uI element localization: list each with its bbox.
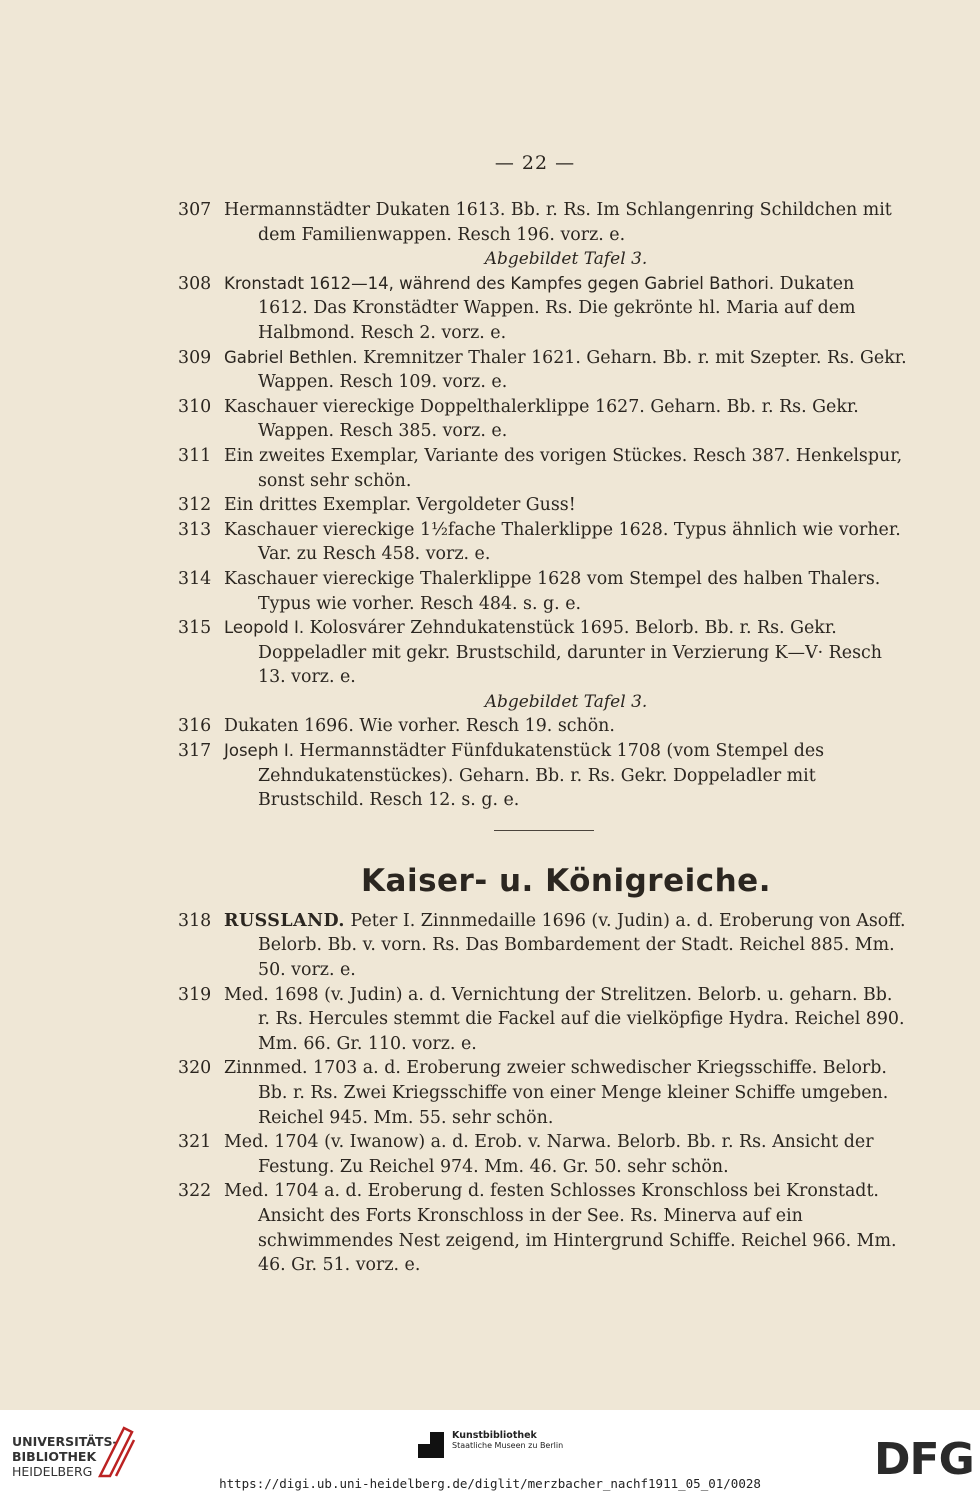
entry-text [224,346,908,395]
entry-description: Kolosvárer Zehndukatenstück 1695. Belorb. Bb. r. Rs. Gekr. Doppeladler mit gekr. Brustschild, darunter in Verzierung K—V· Resch 13. vorz. e. [258,618,882,688]
entry-description: Kaschauer viereckige Thalerklippe 1628 vom Stempel des halben Thalers. Typus wie vorher. Resch 484. s. g. e. [224,568,881,614]
entry-description: Dukaten 1612. Das Kronstädter Wappen. Rs. Die gekrönte hl. Maria auf dem Halbmond. Resch 2. vorz. e. [258,273,856,343]
catalog-entry [178,444,908,493]
plate-caption: Abgebildet Tafel 3. [484,691,648,712]
permalink-url[interactable]: https://digi.ub.uni-heidelberg.de/diglit/merzbacher_nachf1911_05_01/0028 [219,1476,761,1491]
catalog-entry [178,493,908,518]
entry-number: 308 [178,273,212,294]
entry-text [224,493,908,518]
entry-number: 319 [178,984,212,1005]
entry-text [224,395,908,444]
catalog-entry [178,198,908,247]
entry-description: Kremnitzer Thaler 1621. Geharn. Bb. r. mit Szepter. Rs. Gekr. Wappen. Resch 109. vorz. e. [258,347,907,393]
catalog-entry [178,739,908,813]
catalog-entry [178,272,908,346]
entry-text [224,1179,908,1277]
entry-text [224,714,908,739]
entry-text [224,739,908,813]
entry-number: 315 [178,618,212,639]
entry-number: 316 [178,716,212,737]
logo-line-3: HEIDELBERG [12,1464,93,1479]
entry-number: 317 [178,741,212,762]
entry-description: Peter I. Zinnmedaille 1696 (v. Judin) a. d. Eroberung von Asoff. Belorb. Bb. v. vorn. Rs. Das Bombardement der Stadt. Reichel 885. Mm. 50. vorz. e. [258,910,906,981]
entry-description: Med. 1698 (v. Judin) a. d. Vernichtung der Strelitzen. Belorb. u. geharn. Bb. r. Rs. Hercules stemmt die Fackel auf die vielköpfige Hydra. Reichel 890. Mm. 66. Gr. 110. vorz. e. [224,984,905,1054]
catalog-entry [178,1056,908,1130]
entry-heading: Gabriel Bethlen. [224,347,358,367]
entry-number: 310 [178,396,212,417]
footer-bar [0,1410,980,1493]
entry-description: Dukaten 1696. Wie vorher. Resch 19. schön. [224,716,615,737]
logo-line-2: BIBLIOTHEK [12,1449,97,1464]
logo-line-1: UNIVERSITÄTS- [12,1434,118,1449]
kunstbibliothek-icon [418,1432,444,1458]
entries-transylvania [178,198,908,813]
catalog-entry [178,346,908,395]
entry-heading: Joseph I. [224,741,294,761]
entry-text [224,1130,908,1179]
entry-number: 313 [178,519,212,540]
entry-text [224,983,908,1057]
entry-description: Hermannstädter Fünfdukatenstück 1708 (vom Stempel des Zehndukatenstückes). Geharn. Bb. r. Rs. Gekr. Doppeladler mit Brustschild. Resch 12. s. g. e. [258,741,825,811]
kunstbibliothek-subtitle: Staatliche Museen zu Berlin [452,1441,564,1450]
entry-number: 321 [178,1132,212,1153]
entry-description: Ein zweites Exemplar, Variante des vorigen Stückes. Resch 387. Henkelspur, sonst sehr schön. [224,445,903,491]
entry-text [224,444,908,493]
entries-russia [178,909,908,1278]
entry-description: Zinnmed. 1703 a. d. Eroberung zweier schwedischer Kriegsschiffe. Belorb. Bb. r. Rs. Zwei Kriegsschiffe von einer Menge kleiner Schiffe umgeben. Reichel 945. Mm. 55. sehr schön. [224,1058,889,1128]
entry-heading: Kronstadt 1612—14, während des Kampfes gegen Gabriel Bathori. [224,273,775,293]
catalog-entries [178,198,908,1278]
entry-description: Kaschauer viereckige 1½fache Thalerklippe 1628. Typus ähnlich wie vorher. Var. zu Resch 458. vorz. e. [224,519,901,565]
catalog-entry [178,909,908,983]
entry-text [224,909,908,983]
catalog-entry [178,567,908,616]
section-title: Kaiser- u. Königreiche. [361,862,771,899]
entry-number: 314 [178,568,212,589]
catalog-entry [178,983,908,1057]
entry-description: Med. 1704 a. d. Eroberung d. festen Schlosses Kronschloss bei Kronstadt. Ansicht des Forts Kronschloss in der See. Rs. Minerva auf ein schwimmendes Nest zeigend, im Hintergrund Schiffe. Reichel 966. Mm. 46. Gr. 51. vorz. e. [224,1181,897,1276]
kunstbibliothek-name: Kunstbibliothek [452,1430,537,1441]
entry-number: 307 [178,200,212,220]
entry-number: 320 [178,1058,212,1079]
entry-number: 322 [178,1181,212,1202]
entry-text [224,272,908,346]
entry-text [224,567,908,616]
entry-description: Kaschauer viereckige Doppelthalerklippe 1627. Geharn. Bb. r. Rs. Gekr. Wappen. Resch 385. vorz. e. [224,396,859,442]
catalog-entry [178,1179,908,1277]
catalog-entry [178,1130,908,1179]
entry-number: 311 [178,445,212,466]
entry-heading: RUSSLAND. [224,910,345,931]
entry-text [224,616,908,690]
entry-number: 309 [178,347,212,368]
entry-text [224,518,908,567]
plate-caption: Abgebildet Tafel 3. [484,249,648,270]
university-mark-icon [96,1424,138,1480]
entry-description: Med. 1704 (v. Iwanow) a. d. Erob. v. Narwa. Belorb. Bb. r. Rs. Ansicht der Festung. Zu Reichel 974. Mm. 46. Gr. 50. sehr schön. [224,1132,874,1177]
section-divider [494,830,594,831]
page-number: — 22 — [494,152,576,174]
catalog-entry [178,616,908,690]
entry-number: 318 [178,910,212,931]
entry-heading: Leopold I. [224,618,305,638]
entry-description: Hermannstädter Dukaten 1613. Bb. r. Rs. Im Schlangenring Schildchen mit dem Familienwappen. Resch 196. vorz. e. [224,200,892,245]
entry-text [224,198,908,247]
entry-description: Ein drittes Exemplar. Vergoldeter Guss! [224,495,576,516]
dfg-logo[interactable]: DFG [874,1434,974,1485]
entry-text [224,1056,908,1130]
catalog-entry [178,518,908,567]
catalog-entry [178,395,908,444]
catalog-entry [178,714,908,739]
entry-number: 312 [178,495,212,516]
